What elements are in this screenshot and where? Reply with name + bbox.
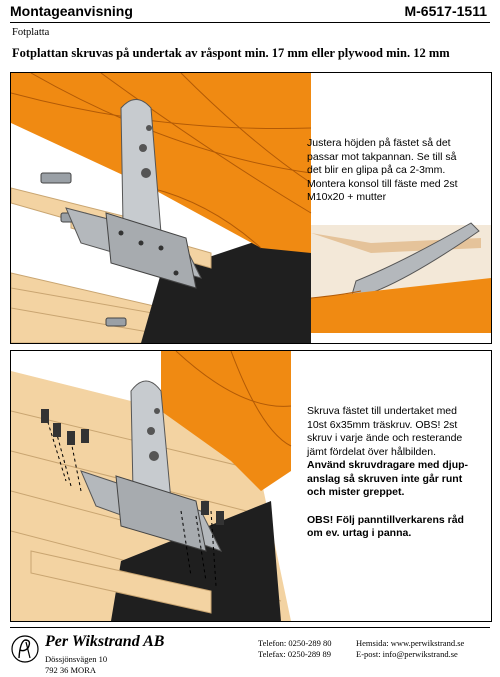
lead-instruction: Fotplattan skruvas på undertak av råspont min. 17 mm eller plywood min. 12 mm <box>12 46 450 60</box>
contact-phone-block <box>258 638 332 660</box>
step2-bold-line: anslag så skruven inte går runt <box>307 472 463 485</box>
document-title: Montageanvisning <box>10 3 133 19</box>
step2-line: jämt fördelat över hålbilden. <box>307 445 436 458</box>
contact-web-block <box>356 638 464 660</box>
step1-line: Justera höjden på fästet så det <box>307 137 451 149</box>
footer-divider <box>10 627 490 628</box>
step2-line: skruv i varje ände och resterande <box>307 432 463 444</box>
document-code: M-6517-1511 <box>404 3 487 19</box>
step2-panel <box>10 350 492 622</box>
step2-note-line: om ev. urtag i panna. <box>307 527 412 539</box>
step2-line: 10st 6x35mm träskruv. OBS! 2st <box>307 418 458 431</box>
step1-text <box>307 137 487 205</box>
website-link[interactable]: Hemsida: www.perwikstrand.se <box>356 638 465 648</box>
company-address <box>45 654 107 676</box>
step1-line: Montera konsol till fäste med 2st <box>307 177 458 190</box>
step1-line: det blir en glipa på ca 2-3mm. <box>307 164 446 176</box>
address-line: Dössjönsvägen 10 <box>45 654 108 664</box>
address-line: 792 36 MORA <box>45 665 97 675</box>
company-logo-icon <box>10 632 40 666</box>
step2-note-line: OBS! Följ panntillverkarens råd <box>307 513 464 526</box>
step1-line: passar mot takpannan. Se till så <box>307 150 457 163</box>
step1-line: M10x20 + mutter <box>307 191 387 203</box>
step2-text <box>307 405 487 541</box>
document-subtitle: Fotplatta <box>12 27 50 38</box>
phone-number: Telefon: 0250-289 80 <box>258 638 332 648</box>
step1-panel <box>10 72 492 344</box>
step1-illustration <box>11 73 491 343</box>
step2-bold-line: Använd skruvdragare med djup- <box>307 459 469 471</box>
header-divider <box>10 22 490 23</box>
step2-line: Skruva fästet till undertaket med <box>307 405 457 417</box>
email-link[interactable]: E-post: info@perwikstrand.se <box>356 649 458 659</box>
fax-number: Telefax: 0250-289 89 <box>258 649 332 659</box>
company-name: Per Wikstrand AB <box>45 633 165 650</box>
step2-bold-line: och mister greppet. <box>307 486 405 498</box>
